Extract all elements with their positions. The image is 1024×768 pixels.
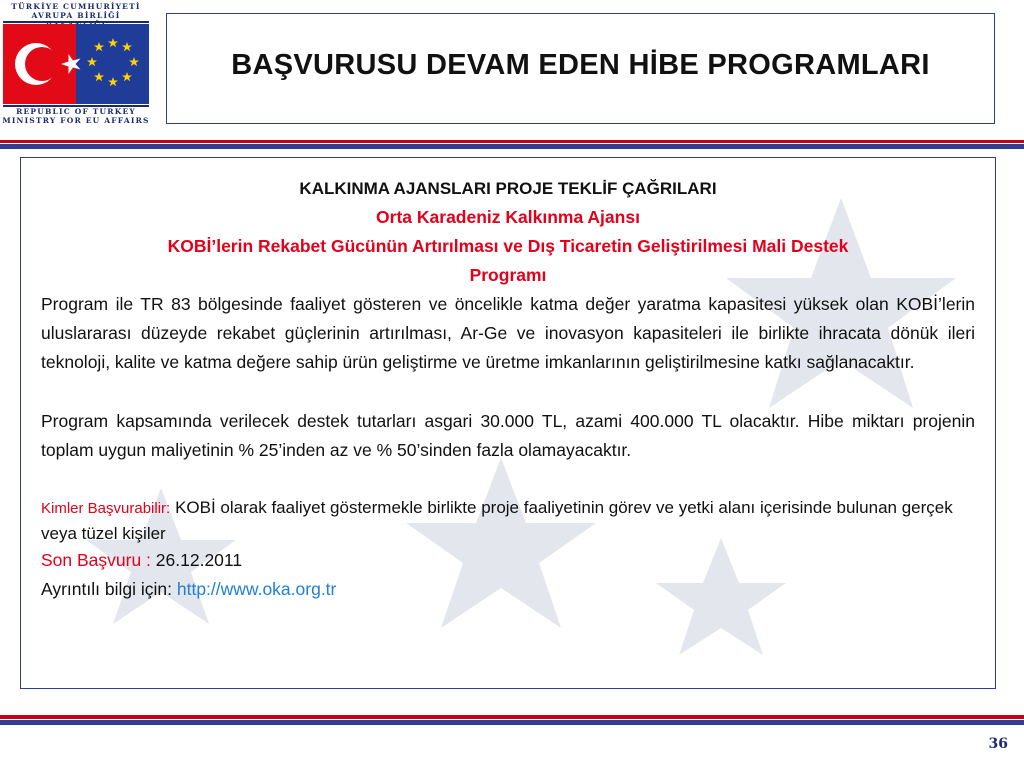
flags-icon [3, 24, 149, 104]
logo-top-line1: TÜRKİYE CUMHURİYETİ [11, 2, 141, 11]
bottom-stripe-navy [0, 720, 1024, 725]
deadline-value: 26.12.2011 [155, 550, 243, 570]
ministry-logo [0, 0, 152, 128]
page-number: 36 [988, 736, 1008, 752]
info-link[interactable]: http://www.oka.org.tr [176, 579, 337, 599]
info-label: Ayrıntılı bilgi için: [41, 579, 172, 599]
section-heading: KALKINMA AJANSLARI PROJE TEKLİF ÇAĞRILARI [299, 179, 717, 198]
eligibility [41, 495, 975, 546]
program-title-line1: KOBİ’lerin Rekabet Gücünün Artırılması ve Dış Ticaretin Geliştirilmesi Mali Destek [167, 236, 849, 256]
eligibility-text: KOBİ olarak faaliyet göstermekle birlikte proje faaliyetinin görev ve yetki alanı içerisinde bulunan gerçek veya tüzel kişiler [41, 498, 953, 543]
funding-description: Program kapsamında verilecek destek tutarları asgari 30.000 TL, azami 400.000 TL olacaktır. Hibe miktarı projenin toplam uygun maliyetinin % 25’inden az ve % 50’sinden fazla olamayacaktır. [41, 411, 975, 460]
deadline-label: Son Başvuru : [41, 550, 151, 570]
eligibility-label: Kimler Başvurabilir: [41, 500, 171, 517]
spacer [41, 377, 975, 407]
logo-bottom-line1: REPUBLIC OF TURKEY [16, 107, 136, 116]
logo-bottom-line2: MINISTRY FOR EU AFFAIRS [2, 116, 150, 125]
top-stripe-navy [0, 144, 1024, 149]
program-title-line2: Programı [469, 265, 547, 285]
program-description: Program ile TR 83 bölgesinde faaliyet gösteren ve öncelikle katma değer yaratma kapasitesi yüksek olan KOBİ’lerin uluslararası düzeyde rekabet güçlerinin artırılması, Ar-Ge ve inovasyon kapasiteleri ile birlikte ihracata dönük ileri teknoloji, kalite ve katma değere sahip ürün geliştirme ve üretme imkanlarının geliştirilmesine katkı sağlanacaktır. [41, 294, 975, 372]
more-info [41, 575, 975, 604]
logo-bottom-text [2, 107, 150, 125]
content-box [20, 157, 996, 689]
agency-name: Orta Karadeniz Kalkınma Ajansı [376, 207, 640, 227]
title-box [166, 13, 995, 124]
page-title: BAŞVURUSU DEVAM EDEN HİBE PROGRAMLARI [231, 49, 930, 81]
top-stripe-red [0, 140, 1024, 143]
bottom-stripe-red [0, 715, 1024, 719]
logo-rule-top [3, 21, 149, 23]
deadline [41, 546, 975, 575]
logo-top-line2: AVRUPA BİRLİĞİ [31, 11, 121, 20]
spacer [41, 465, 975, 495]
content-body [21, 158, 995, 604]
